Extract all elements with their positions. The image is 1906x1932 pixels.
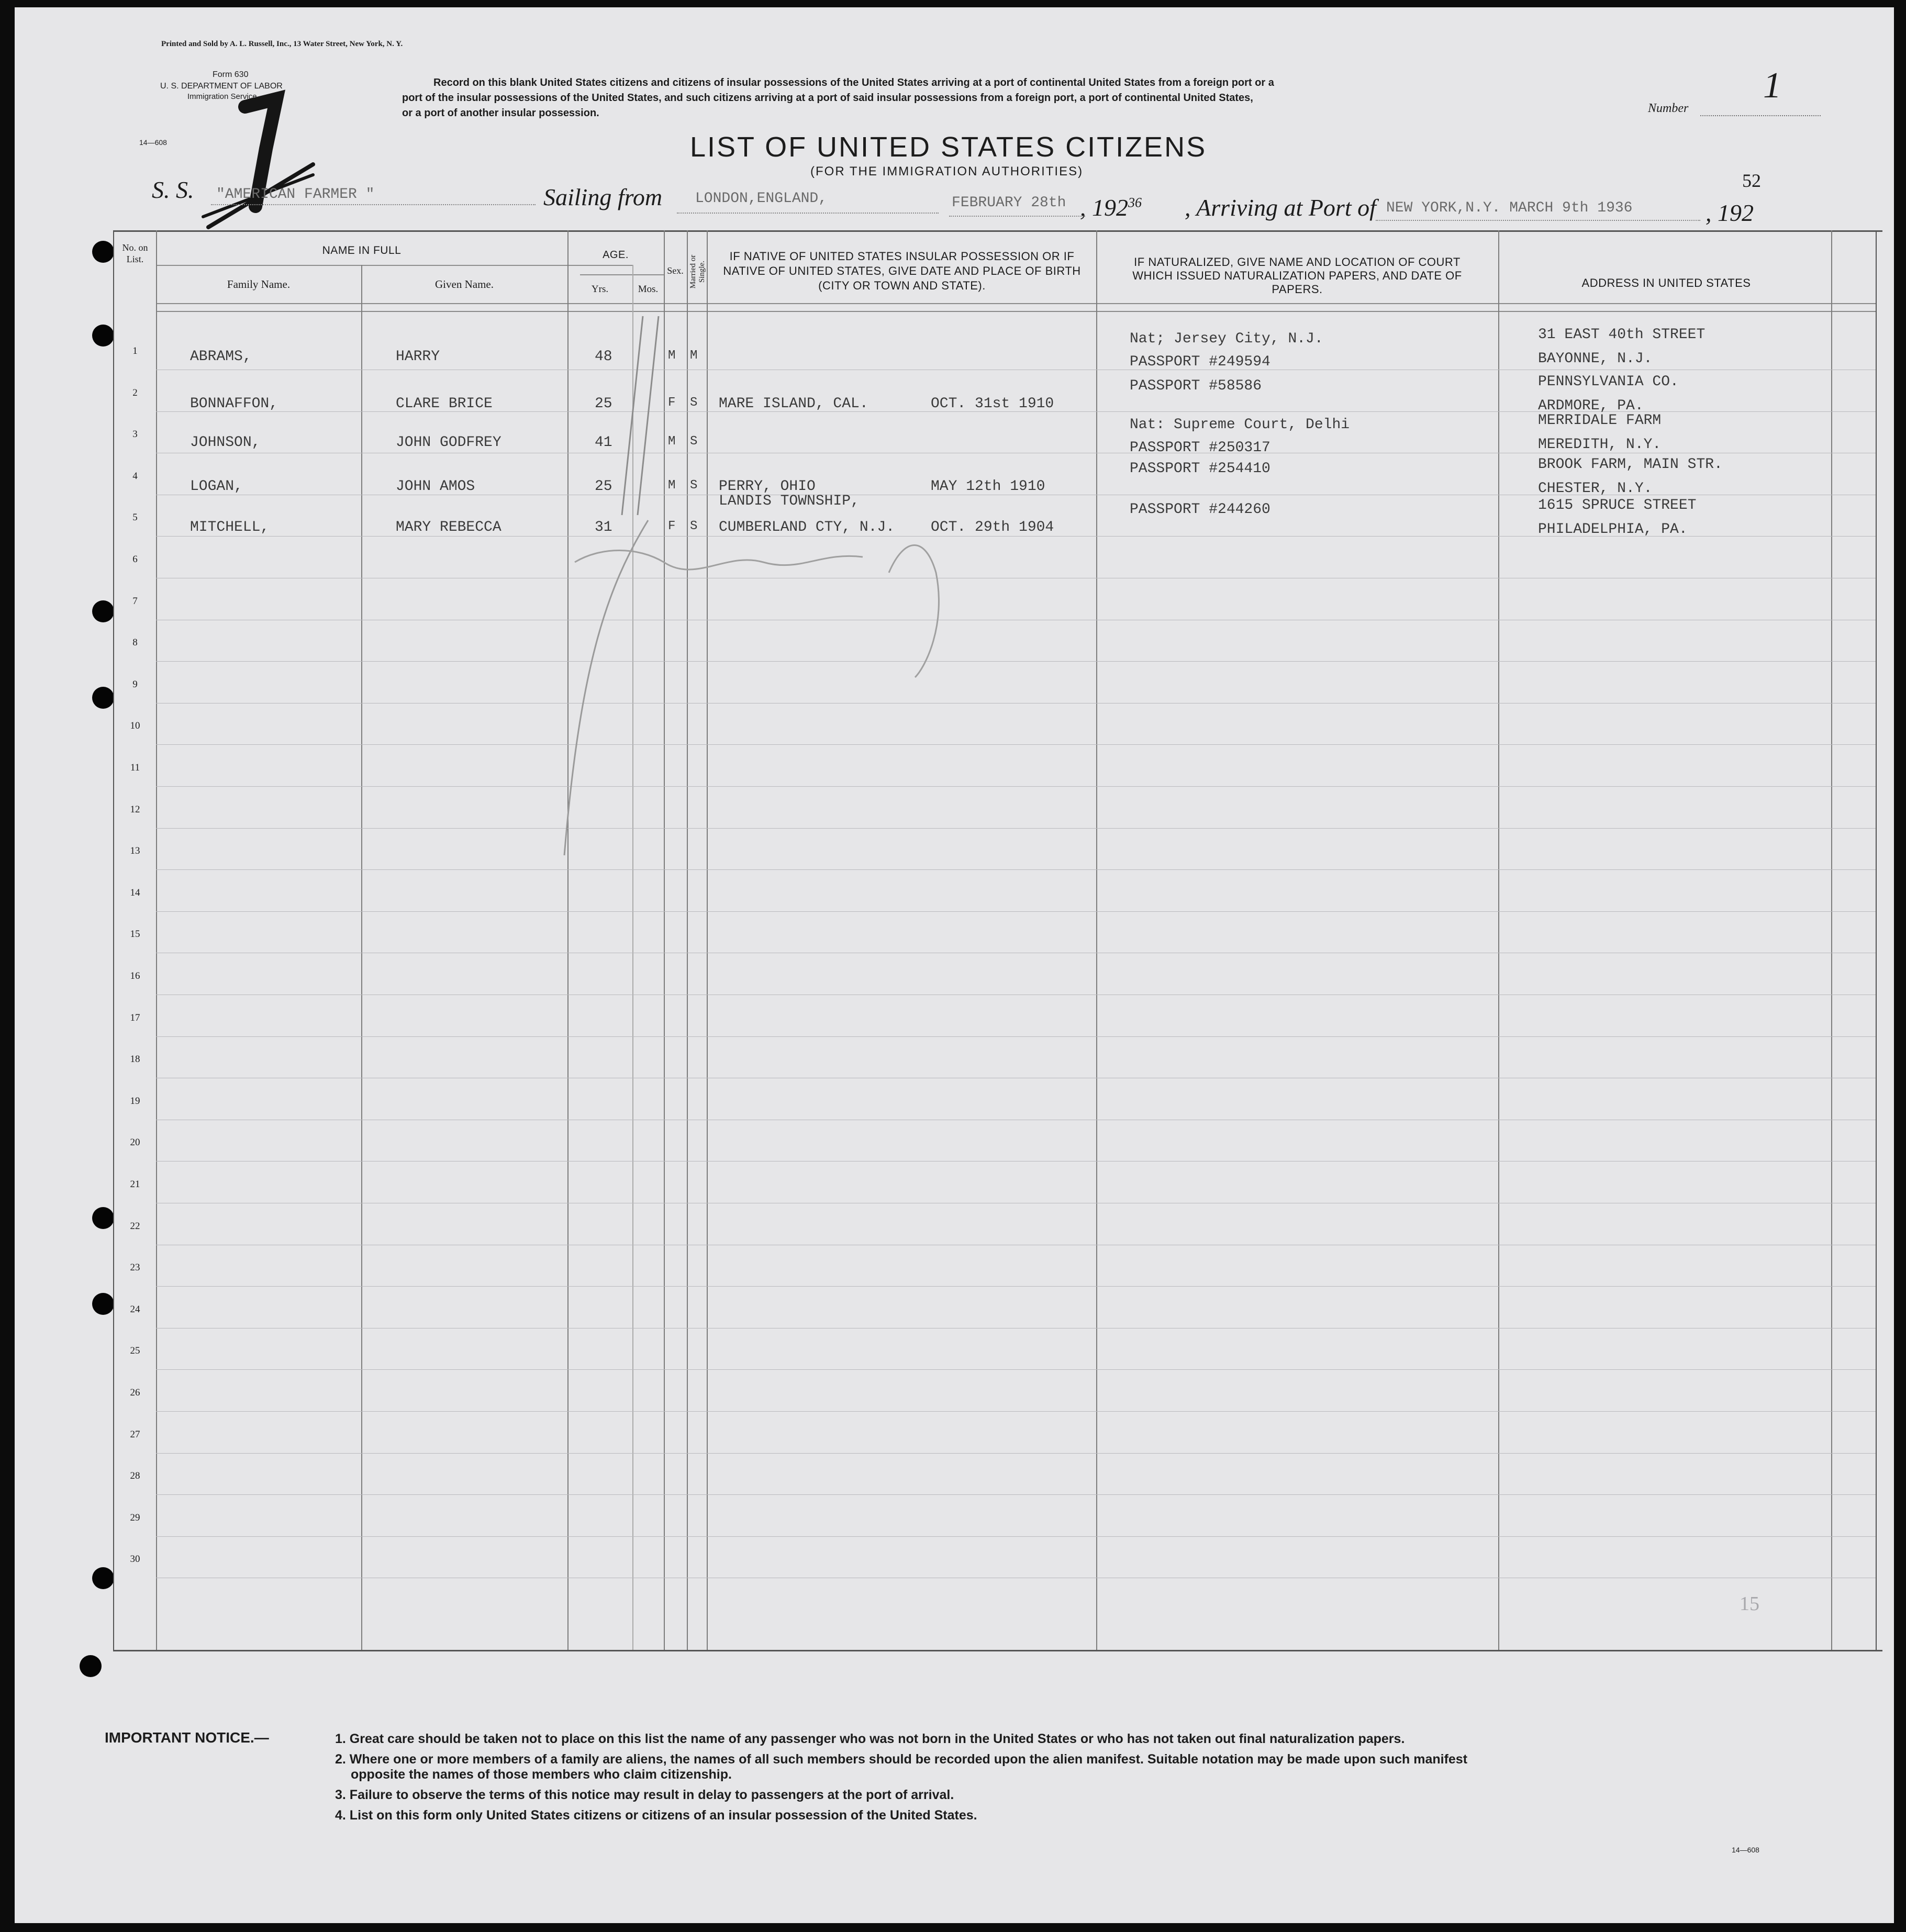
cell-birth2: LANDIS TOWNSHIP, bbox=[719, 493, 860, 509]
service: Immigration Service bbox=[187, 92, 257, 101]
cell-addr1: PENNSYLVANIA CO. bbox=[1538, 374, 1679, 390]
col-line bbox=[1498, 230, 1499, 1650]
punch-hole bbox=[92, 325, 114, 347]
arriving-port: NEW YORK,N.Y. MARCH 9th 1936 bbox=[1386, 200, 1633, 216]
sailing-underline bbox=[677, 213, 939, 214]
stock-number: 14—608 bbox=[139, 138, 167, 147]
cell-birth1-date: OCT. 29th 1904 bbox=[931, 519, 1054, 535]
handwritten-number-mark bbox=[187, 86, 329, 238]
cell-addr2: BAYONNE, N.J. bbox=[1538, 351, 1653, 367]
cell-birth1: PERRY, OHIO bbox=[719, 478, 816, 495]
cell-given: CLARE BRICE bbox=[396, 396, 493, 412]
cell-nat2: PASSPORT #249594 bbox=[1130, 354, 1270, 370]
row-number: 17 bbox=[130, 1012, 140, 1023]
row-rule bbox=[156, 1036, 1876, 1037]
age-subrule bbox=[580, 274, 664, 275]
sailing-label: Sailing from bbox=[543, 184, 663, 210]
col-header-given-name: Given Name. bbox=[435, 278, 494, 291]
cell-ms: S bbox=[690, 434, 698, 449]
col-header-family-name: Family Name. bbox=[227, 278, 291, 291]
cell-sex: M bbox=[668, 478, 676, 493]
cell-birth1: MARE ISLAND, CAL. bbox=[719, 396, 868, 412]
manifest-sheet bbox=[15, 7, 1894, 1923]
cell-family: MITCHELL, bbox=[190, 519, 270, 535]
row-number: 22 bbox=[130, 1220, 140, 1232]
cell-nat1: Nat; Jersey City, N.J. bbox=[1130, 331, 1323, 347]
cell-addr2: ARDMORE, PA. bbox=[1538, 398, 1644, 414]
table-bottom-rule bbox=[113, 1650, 1882, 1651]
punch-hole bbox=[80, 1655, 102, 1677]
row-number: 7 bbox=[132, 595, 138, 607]
punch-hole bbox=[92, 1207, 114, 1229]
row-rule bbox=[156, 1161, 1876, 1162]
row-rule bbox=[156, 1411, 1876, 1412]
cell-birth1: CUMBERLAND CTY, N.J. bbox=[719, 519, 895, 535]
end-year: , 192 bbox=[1706, 199, 1754, 226]
row-number: 1 bbox=[132, 345, 138, 356]
row-number: 30 bbox=[130, 1554, 140, 1565]
notice-item: 4. List on this form only United States citizens or citizens of an insular possession of the United States. bbox=[335, 1808, 977, 1823]
cell-sex: M bbox=[668, 434, 676, 449]
row-number: 18 bbox=[130, 1054, 140, 1065]
record-instructions: Record on this blank United States citizens and citizens of insular possessions of the United States arriving at a port of continental United States from a foreign port or a port of the insular possessions of the United States, and such citizens arriving at a port of said insular possessions from a foreign port, a port of continental United States, or a port of another insular possession. bbox=[402, 77, 1274, 119]
cell-addr2: MEREDITH, N.Y. bbox=[1538, 437, 1662, 453]
row-number: 27 bbox=[130, 1428, 140, 1440]
cell-age: 31 bbox=[595, 519, 612, 535]
row-number: 29 bbox=[130, 1512, 140, 1523]
notice-item: 1. Great care should be taken not to place on this list the name of any passenger who was not born in the United States or who has not taken out final naturalization papers. bbox=[335, 1732, 1405, 1746]
sailing-date: FEBRUARY 28th bbox=[952, 195, 1066, 211]
cell-family: JOHNSON, bbox=[190, 434, 261, 451]
cell-age: 48 bbox=[595, 349, 612, 365]
cell-birth1-date: OCT. 31st 1910 bbox=[931, 396, 1054, 412]
cell-birth1-date: MAY 12th 1910 bbox=[931, 478, 1045, 495]
cell-given: MARY REBECCA bbox=[396, 519, 501, 535]
sailing-from: LONDON,ENGLAND, bbox=[695, 191, 828, 207]
row-number: 14 bbox=[130, 887, 140, 898]
number-value: 1 bbox=[1763, 65, 1781, 106]
cell-sex: F bbox=[668, 519, 676, 533]
row-rule bbox=[156, 1369, 1876, 1370]
cell-ms: S bbox=[690, 519, 698, 533]
cell-addr2: PHILADELPHIA, PA. bbox=[1538, 521, 1688, 538]
col-line bbox=[1831, 230, 1832, 1650]
notice-item: 2. Where one or more members of a family are aliens, the names of all such members should be recorded upon the alien manifest. Suitable notation may be made upon such manifest bbox=[335, 1752, 1468, 1767]
col-header-birth: IF NATIVE OF UNITED STATES INSULAR POSSESSION OR IF NATIVE OF UNITED STATES, GIVE DATE AND PLACE OF BIRTH (CITY OR TOWN AND STATE). bbox=[723, 250, 1081, 292]
cell-ms: S bbox=[690, 396, 698, 410]
row-number: 16 bbox=[130, 970, 140, 981]
row-number: 26 bbox=[130, 1387, 140, 1398]
cell-family: LOGAN, bbox=[190, 478, 243, 495]
row-number: 23 bbox=[130, 1262, 140, 1274]
cell-ms: S bbox=[690, 478, 698, 493]
cell-family: BONNAFFON, bbox=[190, 396, 278, 412]
col-header-mos: Mos. bbox=[638, 284, 659, 295]
cell-sex: M bbox=[668, 349, 676, 363]
cell-given: JOHN GODFREY bbox=[396, 434, 501, 451]
row-number: 24 bbox=[130, 1303, 140, 1315]
table-top-rule bbox=[113, 230, 1882, 232]
cell-addr1: 31 EAST 40th STREET bbox=[1538, 327, 1706, 343]
cell-nat1: PASSPORT #254410 bbox=[1130, 461, 1270, 477]
row-number: 15 bbox=[130, 929, 140, 940]
col-line bbox=[113, 230, 114, 1650]
row-number: 19 bbox=[130, 1095, 140, 1107]
notice-heading: IMPORTANT NOTICE.— bbox=[105, 1729, 269, 1746]
punch-hole bbox=[92, 600, 114, 622]
row-number: 10 bbox=[130, 720, 140, 732]
row-number: 20 bbox=[130, 1137, 140, 1148]
row-rule bbox=[156, 1286, 1876, 1287]
notice-items bbox=[335, 1732, 1853, 1823]
row-rule bbox=[156, 1453, 1876, 1454]
col-header-married-single: Married or Single. bbox=[689, 254, 706, 289]
name-subrule bbox=[156, 265, 632, 266]
cell-addr1: MERRIDALE FARM bbox=[1538, 412, 1662, 429]
col-header-age: AGE. bbox=[603, 249, 629, 261]
notice-item-cont: opposite the names of those members who claim citizenship. bbox=[351, 1767, 732, 1782]
ship-name: "AMERICAN FARMER " bbox=[216, 186, 375, 203]
ship-underline bbox=[211, 204, 536, 205]
cell-family: ABRAMS, bbox=[190, 349, 252, 365]
cell-age: 25 bbox=[595, 396, 612, 412]
form-number: Form 630 bbox=[213, 70, 249, 79]
punch-hole bbox=[92, 1293, 114, 1315]
ss-label: S. S. bbox=[152, 176, 194, 203]
row-number: 4 bbox=[132, 470, 138, 482]
col-header-no: No. on List. bbox=[122, 242, 148, 264]
col-header-address: ADDRESS IN UNITED STATES bbox=[1581, 276, 1751, 289]
punch-hole bbox=[92, 241, 114, 263]
row-number: 6 bbox=[132, 554, 138, 565]
row-number: 5 bbox=[132, 512, 138, 523]
row-number: 3 bbox=[132, 429, 138, 440]
col-header-name-in-full: NAME IN FULL bbox=[322, 244, 402, 256]
col-header-yrs: Yrs. bbox=[591, 284, 609, 295]
cell-nat1: Nat: Supreme Court, Delhi bbox=[1130, 417, 1350, 433]
cell-age: 25 bbox=[595, 478, 612, 495]
col-line bbox=[361, 265, 362, 1650]
notice-item: 3. Failure to observe the terms of this notice may result in delay to passengers at the port of arrival. bbox=[335, 1788, 954, 1802]
row-number: 25 bbox=[130, 1345, 140, 1357]
col-header-naturalized: IF NATURALIZED, GIVE NAME AND LOCATION OF COURT WHICH ISSUED NATURALIZATION PAPERS, AND DATE OF PAPERS. bbox=[1132, 255, 1462, 296]
bottom-page-mark: 15 bbox=[1740, 1593, 1759, 1615]
row-number: 21 bbox=[130, 1179, 140, 1190]
row-rule bbox=[156, 1494, 1876, 1495]
row-number: 11 bbox=[130, 762, 140, 773]
number-label: Number bbox=[1648, 102, 1689, 115]
row-number: 9 bbox=[132, 678, 138, 690]
row-number: 13 bbox=[130, 845, 140, 857]
row-number: 2 bbox=[132, 387, 138, 398]
cell-sex: F bbox=[668, 396, 676, 410]
cell-addr2: CHESTER, N.Y. bbox=[1538, 481, 1653, 497]
cell-addr1: 1615 SPRUCE STREET bbox=[1538, 497, 1697, 513]
pencil-annotations bbox=[528, 300, 1104, 929]
cell-nat1: PASSPORT #244260 bbox=[1130, 501, 1270, 518]
row-rule bbox=[156, 1536, 1876, 1537]
port-underline bbox=[1376, 220, 1700, 221]
stock-number-bottom: 14—608 bbox=[1732, 1846, 1759, 1854]
col-line bbox=[1876, 230, 1877, 1650]
cell-nat1: PASSPORT #58586 bbox=[1130, 378, 1262, 394]
cell-given: JOHN AMOS bbox=[396, 478, 475, 495]
row-number: 28 bbox=[130, 1470, 140, 1482]
row-number: 8 bbox=[132, 637, 138, 649]
department: U. S. DEPARTMENT OF LABOR bbox=[160, 82, 283, 91]
cell-nat2: PASSPORT #250317 bbox=[1130, 440, 1270, 456]
page-title: LIST OF UNITED STATES CITIZENS bbox=[690, 131, 1207, 163]
row-number: 12 bbox=[130, 803, 140, 815]
year-prefix: , $192^{36}$ bbox=[1080, 194, 1142, 221]
col-header-sex: Sex. bbox=[667, 265, 684, 276]
col-line bbox=[156, 230, 157, 1650]
page-subtitle: (FOR THE IMMIGRATION AUTHORITIES) bbox=[810, 164, 1084, 178]
cell-ms: M bbox=[690, 349, 698, 363]
number-underline bbox=[1700, 115, 1821, 117]
printer-line: Printed and Sold by A. L. Russell, Inc., 13 Water Street, New York, N. Y. bbox=[161, 40, 403, 48]
punch-hole bbox=[92, 1567, 114, 1589]
punch-hole bbox=[92, 687, 114, 709]
cell-addr1: BROOK FARM, MAIN STR. bbox=[1538, 456, 1723, 473]
page-mark: 52 bbox=[1742, 170, 1761, 191]
cell-given: HARRY bbox=[396, 349, 440, 365]
cell-age: 41 bbox=[595, 434, 612, 451]
date-underline bbox=[949, 216, 1085, 217]
arriving-label: , Arriving at Port of bbox=[1185, 194, 1376, 221]
